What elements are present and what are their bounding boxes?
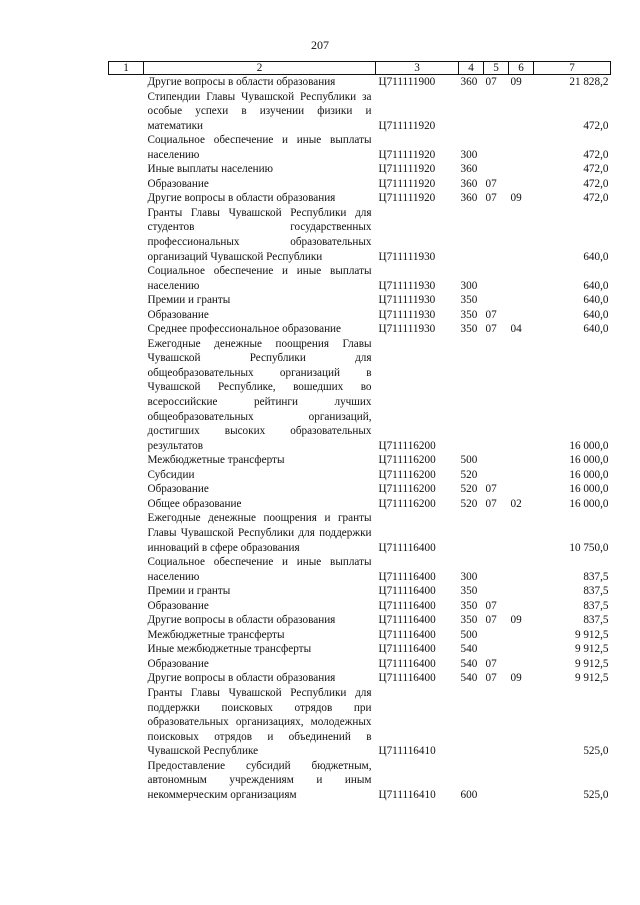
cell-name: Образование bbox=[147, 599, 209, 612]
cell-name: Гранты Главы Чувашской Республики для поддержки поисковых отрядов при образовательных организациях, молодежных поисковых отрядов и объединений в Чувашской Республике bbox=[147, 686, 372, 758]
table-row bbox=[109, 177, 611, 192]
cell-name: Образование bbox=[147, 483, 209, 496]
cell-index bbox=[109, 75, 144, 90]
table-row bbox=[109, 511, 611, 555]
cell-code: Ц711111920 bbox=[378, 177, 436, 190]
table-row bbox=[109, 308, 611, 323]
cell-amount: 472,0 bbox=[583, 192, 609, 205]
cell-index bbox=[109, 453, 144, 468]
table-row bbox=[109, 206, 611, 264]
cell-expense-type: 300 bbox=[460, 148, 478, 161]
cell-section bbox=[484, 90, 509, 134]
table-row bbox=[109, 584, 611, 599]
cell-index bbox=[109, 759, 144, 803]
cell-subsection bbox=[509, 555, 534, 584]
cell-subsection bbox=[509, 759, 534, 803]
cell-index bbox=[109, 613, 144, 628]
cell-subsection: 09 bbox=[510, 76, 522, 88]
table-row bbox=[109, 191, 611, 206]
column-header-2: 2 bbox=[144, 62, 376, 75]
cell-code: Ц711116400 bbox=[378, 585, 436, 598]
table-row bbox=[109, 162, 611, 177]
cell-expense-type: 350 bbox=[460, 585, 478, 598]
cell-subsection bbox=[509, 337, 534, 453]
cell-name: Иные выплаты населению bbox=[147, 163, 273, 176]
cell-section bbox=[484, 642, 509, 657]
cell-expense-type: 300 bbox=[460, 570, 478, 583]
cell-subsection bbox=[509, 511, 534, 555]
cell-code: Ц711116400 bbox=[378, 599, 436, 612]
cell-index bbox=[109, 482, 144, 497]
table-row bbox=[109, 133, 611, 162]
cell-expense-type: 540 bbox=[460, 672, 478, 685]
cell-name: Общее образование bbox=[147, 497, 242, 510]
page-number: 207 bbox=[311, 38, 329, 52]
budget-table bbox=[108, 61, 611, 802]
column-header-1: 1 bbox=[109, 62, 144, 75]
table-row bbox=[109, 657, 611, 672]
cell-expense-type: 500 bbox=[460, 454, 478, 467]
table-row bbox=[109, 322, 611, 337]
cell-index bbox=[109, 657, 144, 672]
cell-expense-type: 300 bbox=[460, 279, 478, 292]
cell-expense-type bbox=[459, 511, 484, 555]
cell-section: 07 bbox=[485, 308, 497, 321]
cell-expense-type: 520 bbox=[460, 483, 478, 496]
cell-expense-type: 360 bbox=[460, 192, 478, 205]
table-row bbox=[109, 482, 611, 497]
cell-section bbox=[484, 162, 509, 177]
cell-name: Другие вопросы в области образования bbox=[147, 672, 336, 685]
cell-section: 07 bbox=[485, 599, 497, 612]
cell-index bbox=[109, 264, 144, 293]
cell-section bbox=[484, 468, 509, 483]
cell-expense-type bbox=[459, 90, 484, 134]
cell-amount: 10 750,0 bbox=[569, 541, 609, 554]
cell-amount: 640,0 bbox=[583, 279, 609, 292]
cell-index bbox=[109, 671, 144, 686]
cell-code: Ц711111930 bbox=[378, 294, 436, 307]
cell-amount: 837,5 bbox=[583, 585, 609, 598]
cell-name: Стипендии Главы Чувашской Республики за особые успехи в изучении физики и математики bbox=[147, 90, 372, 132]
cell-subsection bbox=[509, 162, 534, 177]
cell-code: Ц711111920 bbox=[378, 192, 436, 205]
cell-index bbox=[109, 686, 144, 759]
cell-code: Ц711116400 bbox=[378, 643, 436, 656]
cell-code: Ц711111930 bbox=[378, 279, 436, 292]
cell-expense-type: 540 bbox=[460, 657, 478, 670]
cell-index bbox=[109, 628, 144, 643]
cell-subsection bbox=[509, 468, 534, 483]
cell-index bbox=[109, 90, 144, 134]
column-header-5: 5 bbox=[484, 62, 509, 75]
cell-name: Субсидии bbox=[147, 468, 195, 481]
cell-code: Ц711116200 bbox=[378, 439, 436, 452]
cell-amount: 9 912,5 bbox=[574, 672, 609, 685]
cell-amount: 640,0 bbox=[583, 308, 609, 321]
cell-index bbox=[109, 177, 144, 192]
cell-section: 07 bbox=[485, 657, 497, 670]
table-header bbox=[109, 62, 611, 75]
cell-index bbox=[109, 191, 144, 206]
cell-section bbox=[484, 628, 509, 643]
cell-name: Образование bbox=[147, 177, 209, 190]
cell-name: Другие вопросы в области образования bbox=[147, 192, 336, 205]
cell-code: Ц711116400 bbox=[378, 672, 436, 685]
cell-amount: 837,5 bbox=[583, 614, 609, 627]
cell-amount: 16 000,0 bbox=[569, 497, 609, 510]
column-header-7: 7 bbox=[534, 62, 611, 75]
cell-index bbox=[109, 293, 144, 308]
cell-subsection bbox=[509, 599, 534, 614]
cell-expense-type: 360 bbox=[460, 76, 478, 88]
table-row bbox=[109, 555, 611, 584]
cell-code: Ц711116400 bbox=[378, 541, 436, 554]
table-row bbox=[109, 686, 611, 759]
table-row bbox=[109, 264, 611, 293]
cell-name: Среднее профессиональное образование bbox=[147, 323, 342, 336]
cell-name: Премии и гранты bbox=[147, 585, 231, 598]
cell-expense-type: 350 bbox=[460, 323, 478, 336]
cell-section: 07 bbox=[485, 192, 497, 205]
cell-amount: 472,0 bbox=[583, 119, 609, 132]
cell-code: Ц711116400 bbox=[378, 570, 436, 583]
cell-code: Ц711116410 bbox=[378, 745, 436, 758]
cell-index bbox=[109, 322, 144, 337]
cell-name: Образование bbox=[147, 657, 209, 670]
cell-section bbox=[484, 206, 509, 264]
cell-code: Ц711116200 bbox=[378, 497, 436, 510]
cell-section: 07 bbox=[485, 483, 497, 496]
cell-expense-type: 350 bbox=[460, 308, 478, 321]
cell-subsection bbox=[509, 686, 534, 759]
cell-expense-type: 520 bbox=[460, 497, 478, 510]
header-row bbox=[109, 62, 611, 75]
cell-subsection: 09 bbox=[510, 614, 522, 627]
table-row bbox=[109, 613, 611, 628]
cell-section bbox=[484, 264, 509, 293]
cell-amount: 472,0 bbox=[583, 177, 609, 190]
table-row bbox=[109, 453, 611, 468]
cell-section: 07 bbox=[485, 672, 497, 685]
cell-index bbox=[109, 555, 144, 584]
cell-code: Ц711116400 bbox=[378, 614, 436, 627]
cell-subsection bbox=[509, 642, 534, 657]
cell-amount: 16 000,0 bbox=[569, 468, 609, 481]
table-row bbox=[109, 671, 611, 686]
cell-name: Гранты Главы Чувашской Республики для студентов государственных профессиональных образовательных организаций Чувашской Республики bbox=[147, 206, 372, 263]
cell-name: Другие вопросы в области образования bbox=[147, 614, 336, 627]
cell-index bbox=[109, 497, 144, 512]
cell-section bbox=[484, 759, 509, 803]
cell-name: Межбюджетные трансферты bbox=[147, 454, 285, 467]
cell-code: Ц711111930 bbox=[378, 308, 436, 321]
cell-index bbox=[109, 468, 144, 483]
table-row bbox=[109, 337, 611, 453]
cell-expense-type: 500 bbox=[460, 628, 478, 641]
column-header-6: 6 bbox=[509, 62, 534, 75]
table-row bbox=[109, 628, 611, 643]
cell-subsection bbox=[509, 628, 534, 643]
cell-index bbox=[109, 133, 144, 162]
cell-index bbox=[109, 308, 144, 323]
cell-name: Премии и гранты bbox=[147, 294, 231, 307]
cell-index bbox=[109, 337, 144, 453]
table-row bbox=[109, 497, 611, 512]
cell-index bbox=[109, 511, 144, 555]
cell-code: Ц711111920 bbox=[378, 148, 436, 161]
cell-name: Ежегодные денежные поощрения и гранты Главы Чувашской Республики для поддержки инноваций в сфере образования bbox=[147, 512, 372, 554]
cell-expense-type: 350 bbox=[460, 599, 478, 612]
cell-index bbox=[109, 584, 144, 599]
cell-subsection bbox=[509, 206, 534, 264]
table-row bbox=[109, 75, 611, 90]
cell-name: Социальное обеспечение и иные выплаты населению bbox=[147, 134, 372, 161]
column-header-4: 4 bbox=[459, 62, 484, 75]
cell-amount: 472,0 bbox=[583, 163, 609, 176]
cell-subsection bbox=[509, 177, 534, 192]
cell-section: 07 bbox=[485, 614, 497, 627]
cell-subsection bbox=[509, 453, 534, 468]
cell-name: Межбюджетные трансферты bbox=[147, 628, 285, 641]
cell-subsection bbox=[509, 133, 534, 162]
cell-code: Ц711111930 bbox=[378, 323, 436, 336]
table-row bbox=[109, 468, 611, 483]
cell-code: Ц711116400 bbox=[378, 657, 436, 670]
cell-name: Социальное обеспечение и иные выплаты населению bbox=[147, 265, 372, 292]
cell-amount: 837,5 bbox=[583, 570, 609, 583]
cell-expense-type: 350 bbox=[460, 614, 478, 627]
table-row bbox=[109, 759, 611, 803]
cell-subsection bbox=[509, 264, 534, 293]
cell-subsection bbox=[509, 584, 534, 599]
cell-subsection bbox=[509, 482, 534, 497]
cell-amount: 640,0 bbox=[583, 323, 609, 336]
cell-subsection bbox=[509, 90, 534, 134]
cell-expense-type bbox=[459, 686, 484, 759]
cell-expense-type: 540 bbox=[460, 643, 478, 656]
cell-subsection: 09 bbox=[510, 672, 522, 685]
cell-amount: 16 000,0 bbox=[569, 483, 609, 496]
cell-index bbox=[109, 206, 144, 264]
cell-section bbox=[484, 555, 509, 584]
table-row bbox=[109, 599, 611, 614]
cell-subsection bbox=[509, 657, 534, 672]
cell-amount: 21 828,2 bbox=[569, 76, 609, 88]
cell-section: 07 bbox=[485, 76, 497, 88]
cell-section bbox=[484, 511, 509, 555]
cell-name: Предоставление субсидий бюджетным, автономным учреждениям и иным некоммерческим организациям bbox=[147, 759, 372, 801]
cell-code: Ц711111920 bbox=[378, 119, 436, 132]
column-header-3: 3 bbox=[376, 62, 459, 75]
cell-code: Ц711116200 bbox=[378, 454, 436, 467]
cell-amount: 640,0 bbox=[583, 294, 609, 307]
cell-section bbox=[484, 453, 509, 468]
cell-amount: 9 912,5 bbox=[574, 628, 609, 641]
table-row bbox=[109, 642, 611, 657]
cell-index bbox=[109, 162, 144, 177]
cell-amount: 472,0 bbox=[583, 148, 609, 161]
cell-amount: 525,0 bbox=[583, 745, 609, 758]
cell-subsection bbox=[509, 308, 534, 323]
cell-section bbox=[484, 293, 509, 308]
cell-amount: 16 000,0 bbox=[569, 454, 609, 467]
cell-section bbox=[484, 133, 509, 162]
cell-expense-type: 350 bbox=[460, 294, 478, 307]
cell-subsection: 04 bbox=[510, 323, 522, 336]
cell-amount: 525,0 bbox=[583, 788, 609, 801]
cell-expense-type: 600 bbox=[460, 788, 478, 801]
cell-name: Иные межбюджетные трансферты bbox=[147, 643, 312, 656]
cell-code: Ц711116400 bbox=[378, 628, 436, 641]
cell-name: Социальное обеспечение и иные выплаты населению bbox=[147, 556, 372, 583]
cell-expense-type: 360 bbox=[460, 163, 478, 176]
table-body bbox=[109, 75, 611, 803]
cell-code: Ц711111900 bbox=[378, 76, 436, 88]
cell-section: 07 bbox=[485, 323, 497, 336]
cell-section bbox=[484, 584, 509, 599]
cell-subsection: 02 bbox=[510, 497, 522, 510]
cell-section bbox=[484, 337, 509, 453]
cell-expense-type: 360 bbox=[460, 177, 478, 190]
table-row bbox=[109, 293, 611, 308]
cell-amount: 16 000,0 bbox=[569, 439, 609, 452]
cell-amount: 640,0 bbox=[583, 250, 609, 263]
cell-amount: 9 912,5 bbox=[574, 657, 609, 670]
cell-index bbox=[109, 599, 144, 614]
table-row bbox=[109, 90, 611, 134]
cell-subsection bbox=[509, 293, 534, 308]
cell-code: Ц711116410 bbox=[378, 788, 436, 801]
cell-expense-type: 520 bbox=[460, 468, 478, 481]
cell-expense-type bbox=[459, 337, 484, 453]
cell-section: 07 bbox=[485, 177, 497, 190]
cell-code: Ц711116200 bbox=[378, 483, 436, 496]
cell-expense-type bbox=[459, 206, 484, 264]
cell-subsection: 09 bbox=[510, 192, 522, 205]
cell-code: Ц711116200 bbox=[378, 468, 436, 481]
cell-name: Ежегодные денежные поощрения Главы Чувашской Республики для общеобразовательных организаций в Чувашской Республике, вошедших во всероссийские рейтинги лучших общеобразовательных организаций, достигших высоких образовательных результатов bbox=[147, 337, 372, 452]
cell-name: Другие вопросы в области образования bbox=[147, 76, 336, 88]
cell-section bbox=[484, 686, 509, 759]
cell-code: Ц711111930 bbox=[378, 250, 436, 263]
cell-index bbox=[109, 642, 144, 657]
cell-amount: 837,5 bbox=[583, 599, 609, 612]
cell-code: Ц711111920 bbox=[378, 163, 436, 176]
cell-amount: 9 912,5 bbox=[574, 643, 609, 656]
cell-section: 07 bbox=[485, 497, 497, 510]
cell-name: Образование bbox=[147, 308, 209, 321]
